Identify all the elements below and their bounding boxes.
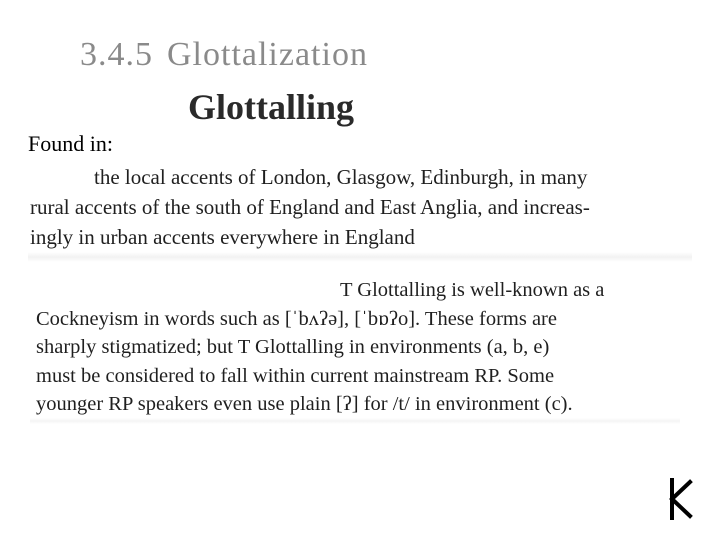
section-title-text: Glottalization — [167, 36, 368, 73]
paragraph-line: must be considered to fall within current mainstream RP. Some — [36, 364, 555, 387]
paragraph-line: rural accents of the south of England and East Anglia, and increas- — [30, 195, 590, 219]
paragraph-line: the local accents of London, Glasgow, Edinburgh, in many — [94, 165, 588, 189]
paragraph-line: Cockneyism in words such as [ˈbʌʔə], [ˈbɒʔo]. These forms are — [36, 307, 557, 330]
section-heading — [80, 36, 368, 74]
scan-divider — [30, 418, 680, 424]
found-in-label: Found in: — [28, 131, 113, 156]
return-arrow-icon[interactable] — [664, 476, 700, 522]
paragraph-line: younger RP speakers even use plain [ʔ] for /t/ in environment (c). — [36, 393, 573, 415]
page-title: Glottalling — [188, 87, 355, 127]
paragraph-line: ingly in urban accents everywhere in England — [30, 225, 415, 249]
section-number: 3.4.5 — [80, 36, 153, 73]
scan-divider — [28, 252, 692, 262]
paragraph-accents — [30, 162, 590, 252]
paragraph-line: T Glottalling is well-known as a — [340, 279, 605, 301]
paragraph-glottalling — [36, 276, 604, 419]
paragraph-line: sharply stigmatized; but T Glottalling in environments (a, b, e) — [36, 336, 550, 358]
